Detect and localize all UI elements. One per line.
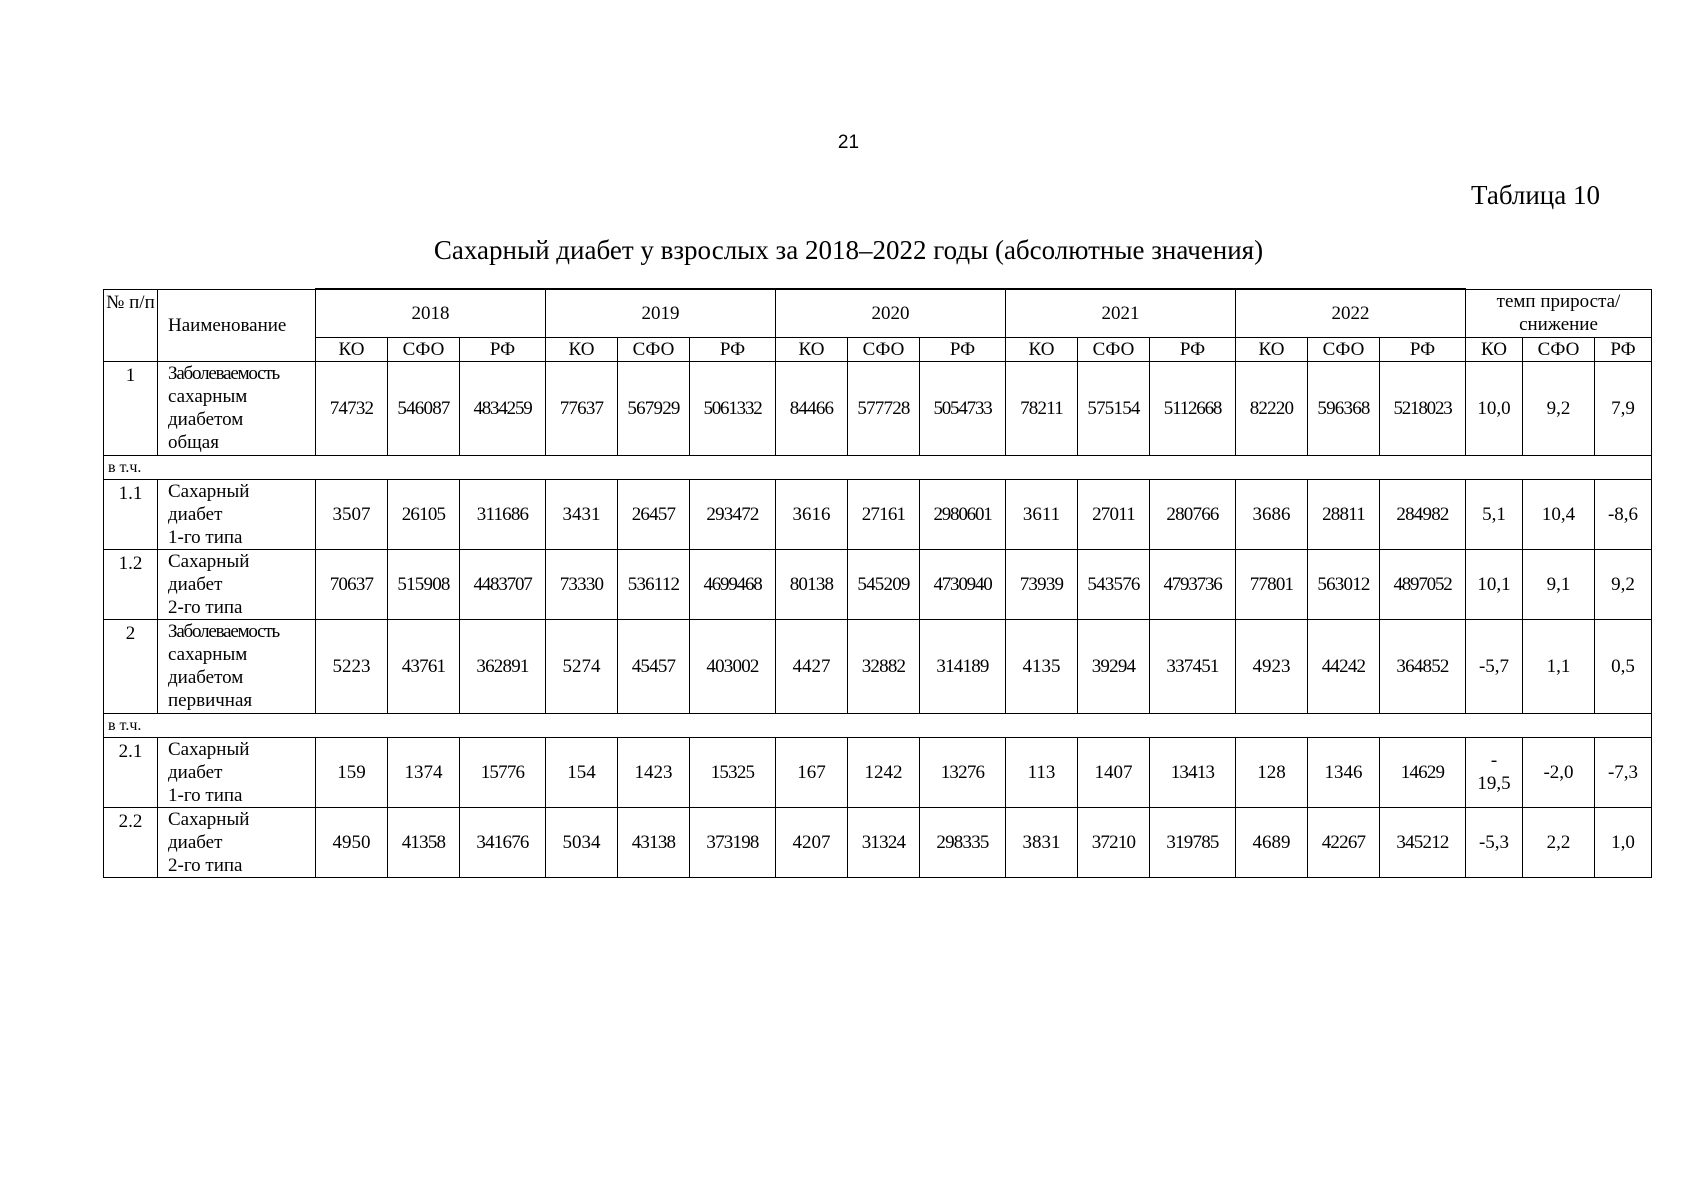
value-cell: 567929: [618, 361, 690, 455]
header-sub-rf: РФ: [1380, 337, 1466, 361]
rate-cell: 7,9: [1595, 361, 1652, 455]
value-cell: 337451: [1150, 619, 1236, 713]
header-sub-sfo: СФО: [848, 337, 920, 361]
value-cell: 3616: [776, 479, 848, 549]
rate-cell: 10,1: [1466, 549, 1523, 619]
rate-cell: 10,4: [1523, 479, 1595, 549]
row-number: 1.1: [104, 479, 158, 549]
value-cell: 284982: [1380, 479, 1466, 549]
value-cell: 4950: [316, 807, 388, 877]
value-cell: 545209: [848, 549, 920, 619]
value-cell: 167: [776, 737, 848, 807]
row-number: 1: [104, 361, 158, 455]
value-cell: 41358: [388, 807, 460, 877]
value-cell: 4730940: [920, 549, 1006, 619]
value-cell: 1407: [1078, 737, 1150, 807]
row-name-line: 2-го типа: [168, 854, 243, 876]
rate-cell: 2,2: [1523, 807, 1595, 877]
value-cell: 26105: [388, 479, 460, 549]
value-cell: 4793736: [1150, 549, 1236, 619]
value-cell: 15325: [690, 737, 776, 807]
header-sub-sfo: СФО: [1523, 337, 1595, 361]
rate-cell: [1466, 737, 1523, 807]
value-cell: 43761: [388, 619, 460, 713]
row-name-line: сахарным: [168, 644, 248, 665]
value-cell: 373198: [690, 807, 776, 877]
header-sub-ko: КО: [1006, 337, 1078, 361]
header-year-2022: 2022: [1236, 289, 1466, 337]
rate-cell: 0,5: [1595, 619, 1652, 713]
rate-cell: 9,1: [1523, 549, 1595, 619]
value-cell: 341676: [460, 807, 546, 877]
header-sub-rf: РФ: [690, 337, 776, 361]
value-cell: 543576: [1078, 549, 1150, 619]
row-name-line: диабет: [168, 761, 223, 783]
row-name-line: Заболеваемость: [168, 363, 279, 384]
header-num: № п/п: [104, 289, 158, 361]
header-year-2019: 2019: [546, 289, 776, 337]
value-cell: 4207: [776, 807, 848, 877]
rate-cell: -5,7: [1466, 619, 1523, 713]
row-name-line: диабет: [168, 573, 223, 595]
rate-cell: 9,2: [1523, 361, 1595, 455]
value-cell: 1423: [618, 737, 690, 807]
header-sub-ko: КО: [776, 337, 848, 361]
header-sub-rf: РФ: [1595, 337, 1652, 361]
value-cell: 319785: [1150, 807, 1236, 877]
subsection-label: в т.ч.: [104, 713, 1652, 737]
value-cell: 77801: [1236, 549, 1308, 619]
value-cell: 4135: [1006, 619, 1078, 713]
value-cell: 27161: [848, 479, 920, 549]
row-number: 2.1: [104, 737, 158, 807]
rate-cell: 5,1: [1466, 479, 1523, 549]
row-name-line: Сахарный: [168, 738, 250, 760]
value-cell: 1374: [388, 737, 460, 807]
value-cell: 26457: [618, 479, 690, 549]
value-cell: 27011: [1078, 479, 1150, 549]
table-label: Таблица 10: [1471, 180, 1600, 210]
rate-cell-line: 19,5: [1477, 773, 1511, 794]
value-cell: 3686: [1236, 479, 1308, 549]
value-cell: 345212: [1380, 807, 1466, 877]
value-cell: 13276: [920, 737, 1006, 807]
header-sub-rf: РФ: [1150, 337, 1236, 361]
header-name: Наименование: [158, 289, 316, 361]
value-cell: 5054733: [920, 361, 1006, 455]
value-cell: 73330: [546, 549, 618, 619]
value-cell: 596368: [1308, 361, 1380, 455]
table-body: [104, 361, 1652, 877]
rate-cell: -7,3: [1595, 737, 1652, 807]
value-cell: 4689: [1236, 807, 1308, 877]
value-cell: 73939: [1006, 549, 1078, 619]
header-sub-sfo: СФО: [618, 337, 690, 361]
value-cell: 364852: [1380, 619, 1466, 713]
row-name-line: первичная: [168, 690, 253, 711]
value-cell: 4923: [1236, 619, 1308, 713]
value-cell: 42267: [1308, 807, 1380, 877]
value-cell: 3831: [1006, 807, 1078, 877]
value-cell: 362891: [460, 619, 546, 713]
subsection-row: [104, 713, 1652, 737]
value-cell: 43138: [618, 807, 690, 877]
value-cell: 80138: [776, 549, 848, 619]
value-cell: 113: [1006, 737, 1078, 807]
row-number: 2: [104, 619, 158, 713]
value-cell: 14629: [1380, 737, 1466, 807]
value-cell: 4427: [776, 619, 848, 713]
table-row: [104, 807, 1652, 877]
rate-cell: 1,1: [1523, 619, 1595, 713]
header-rate: темп прироста/ снижение: [1466, 289, 1652, 337]
row-number: 1.2: [104, 549, 158, 619]
row-number: 2.2: [104, 807, 158, 877]
value-cell: 3507: [316, 479, 388, 549]
value-cell: 536112: [618, 549, 690, 619]
value-cell: 546087: [388, 361, 460, 455]
table-title: Сахарный диабет у взрослых за 2018–2022 годы (абсолютные значения): [433, 235, 1264, 265]
row-name-line: 1-го типа: [168, 784, 243, 806]
value-cell: 577728: [848, 361, 920, 455]
header-sub-rf: РФ: [920, 337, 1006, 361]
value-cell: 1242: [848, 737, 920, 807]
row-name-line: диабет: [168, 503, 223, 525]
value-cell: 5274: [546, 619, 618, 713]
value-cell: 280766: [1150, 479, 1236, 549]
value-cell: 15776: [460, 737, 546, 807]
header-sub-ko: КО: [546, 337, 618, 361]
row-name-line: Сахарный: [168, 550, 250, 572]
header-sub-sfo: СФО: [1308, 337, 1380, 361]
row-name-line: диабетом: [168, 667, 244, 688]
value-cell: 5218023: [1380, 361, 1466, 455]
row-name-line: сахарным: [168, 386, 248, 407]
value-cell: 2980601: [920, 479, 1006, 549]
value-cell: 44242: [1308, 619, 1380, 713]
value-cell: 28811: [1308, 479, 1380, 549]
table-header: [104, 289, 1652, 361]
row-name-line: Сахарный: [168, 808, 250, 830]
value-cell: 3431: [546, 479, 618, 549]
header-sub-ko: КО: [1466, 337, 1523, 361]
header-sub-ko: КО: [316, 337, 388, 361]
value-cell: 293472: [690, 479, 776, 549]
data-table: [103, 288, 1652, 878]
value-cell: 4483707: [460, 549, 546, 619]
header-year-2021: 2021: [1006, 289, 1236, 337]
value-cell: 515908: [388, 549, 460, 619]
header-year-2020: 2020: [776, 289, 1006, 337]
row-name-line: 2-го типа: [168, 596, 243, 618]
page-number: 21: [837, 132, 860, 153]
value-cell: 32882: [848, 619, 920, 713]
value-cell: 45457: [618, 619, 690, 713]
table-row: [104, 549, 1652, 619]
value-cell: 5112668: [1150, 361, 1236, 455]
value-cell: 563012: [1308, 549, 1380, 619]
value-cell: 31324: [848, 807, 920, 877]
value-cell: 311686: [460, 479, 546, 549]
value-cell: 128: [1236, 737, 1308, 807]
value-cell: 4897052: [1380, 549, 1466, 619]
value-cell: 77637: [546, 361, 618, 455]
row-name-line: 1-го типа: [168, 526, 243, 548]
rate-cell: 10,0: [1466, 361, 1523, 455]
row-name: [158, 361, 316, 455]
value-cell: 5034: [546, 807, 618, 877]
subsection-row: [104, 455, 1652, 479]
value-cell: 84466: [776, 361, 848, 455]
value-cell: 159: [316, 737, 388, 807]
header-sub-ko: КО: [1236, 337, 1308, 361]
rate-cell: 1,0: [1595, 807, 1652, 877]
value-cell: 74732: [316, 361, 388, 455]
row-name-line: диабетом: [168, 409, 244, 430]
value-cell: 4834259: [460, 361, 546, 455]
header-sub-sfo: СФО: [388, 337, 460, 361]
row-name-line: Сахарный: [168, 480, 250, 502]
value-cell: 37210: [1078, 807, 1150, 877]
value-cell: 39294: [1078, 619, 1150, 713]
header-year-2018: 2018: [316, 289, 546, 337]
row-name-line: общая: [168, 432, 219, 453]
value-cell: 70637: [316, 549, 388, 619]
value-cell: 298335: [920, 807, 1006, 877]
value-cell: 3611: [1006, 479, 1078, 549]
rate-cell: -5,3: [1466, 807, 1523, 877]
row-name: [158, 737, 316, 807]
value-cell: 13413: [1150, 737, 1236, 807]
row-name-line: Заболеваемость: [168, 621, 279, 642]
row-name: [158, 549, 316, 619]
row-name: [158, 619, 316, 713]
value-cell: 78211: [1006, 361, 1078, 455]
value-cell: 4699468: [690, 549, 776, 619]
header-sub-rf: РФ: [460, 337, 546, 361]
rate-cell: -8,6: [1595, 479, 1652, 549]
rate-cell-line: -: [1490, 750, 1498, 771]
subsection-label: в т.ч.: [104, 455, 1652, 479]
value-cell: 82220: [1236, 361, 1308, 455]
table-row: [104, 737, 1652, 807]
rate-cell: 9,2: [1595, 549, 1652, 619]
row-name: [158, 479, 316, 549]
value-cell: 575154: [1078, 361, 1150, 455]
header-subcolumns: [104, 337, 1652, 361]
row-name: [158, 807, 316, 877]
table-row: [104, 361, 1652, 455]
value-cell: 154: [546, 737, 618, 807]
table-row: [104, 479, 1652, 549]
rate-cell: -2,0: [1523, 737, 1595, 807]
header-sub-sfo: СФО: [1078, 337, 1150, 361]
value-cell: 403002: [690, 619, 776, 713]
value-cell: 5061332: [690, 361, 776, 455]
value-cell: 314189: [920, 619, 1006, 713]
value-cell: 5223: [316, 619, 388, 713]
value-cell: 1346: [1308, 737, 1380, 807]
table-row: [104, 619, 1652, 713]
row-name-line: диабет: [168, 831, 223, 853]
